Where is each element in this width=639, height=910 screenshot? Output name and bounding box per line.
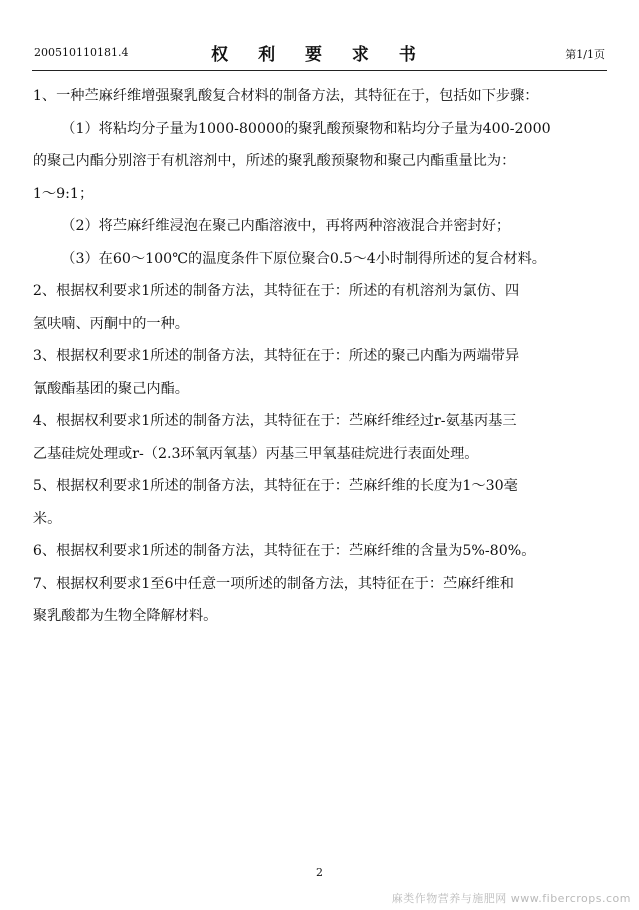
step-line: （1）将粘均分子量为1000-80000的聚乳酸预聚物和粘均分子量为400-2000	[61, 120, 551, 137]
claim-line: 5、根据权利要求1所述的制备方法，其特征在于：苎麻纤维的长度为1～30毫	[32, 478, 518, 494]
claim-line: 米。	[32, 510, 62, 527]
page-number: 2	[316, 866, 323, 879]
claim-line: 3、根据权利要求1所述的制备方法，其特征在于：所述的聚己内酯为两端带异	[32, 348, 520, 364]
claim-7	[32, 568, 584, 633]
step-line: （2）将苎麻纤维浸泡在聚己内酯溶液中，再将两种溶液混合并密封好；	[61, 218, 511, 234]
header-divider	[32, 70, 607, 71]
claim-line: 1、一种苎麻纤维增强聚乳酸复合材料的制备方法，其特征在于，包括如下步骤：	[32, 88, 539, 104]
claim-2	[32, 275, 584, 340]
watermark-text: 麻类作物营养与施肥网 www.fibercrops.com	[391, 892, 631, 905]
claim-step-3	[33, 243, 584, 276]
step-line: 的聚己内酯分别溶于有机溶剂中，所述的聚乳酸预聚物和聚己内酯重量比为：	[32, 153, 516, 169]
claim-step-2	[33, 210, 584, 243]
step-line: （3）在60～100℃的温度条件下原位聚合0.5～4小时制得所述的复合材料。	[61, 250, 546, 267]
claims-body	[32, 80, 584, 633]
application-number: 200510110181.4	[34, 46, 129, 59]
page-indicator: 第1/1页	[565, 48, 605, 61]
document-title: 权 利 要 求 书	[211, 45, 428, 65]
claim-line: 4、根据权利要求1所述的制备方法，其特征在于：苎麻纤维经过r-氨基丙基三	[32, 413, 517, 429]
claim-line: 2、根据权利要求1所述的制备方法，其特征在于：所述的有机溶剂为氯仿、四	[32, 283, 520, 299]
claim-line: 氰酸酯基团的聚己内酯。	[32, 380, 189, 397]
claim-line: 6、根据权利要求1所述的制备方法，其特征在于：苎麻纤维的含量为5%-80%。	[32, 543, 536, 559]
claim-line: 聚乳酸都为生物全降解材料。	[32, 608, 218, 624]
claim-3	[32, 340, 584, 405]
claim-line: 氢呋喃、丙酮中的一种。	[32, 315, 189, 332]
claim-1	[32, 80, 584, 113]
claim-line: 乙基硅烷处理或r-（2.3环氧丙氧基）丙基三甲氧基硅烷进行表面处理。	[32, 445, 479, 462]
claim-line: 7、根据权利要求1至6中任意一项所述的制备方法，其特征在于：苎麻纤维和	[32, 575, 514, 592]
claim-6	[32, 535, 584, 568]
claim-5	[32, 470, 584, 535]
step-line: 1～9:1；	[32, 185, 94, 202]
page-header	[22, 38, 617, 68]
claim-4	[32, 405, 584, 470]
claim-step-1	[33, 113, 584, 211]
